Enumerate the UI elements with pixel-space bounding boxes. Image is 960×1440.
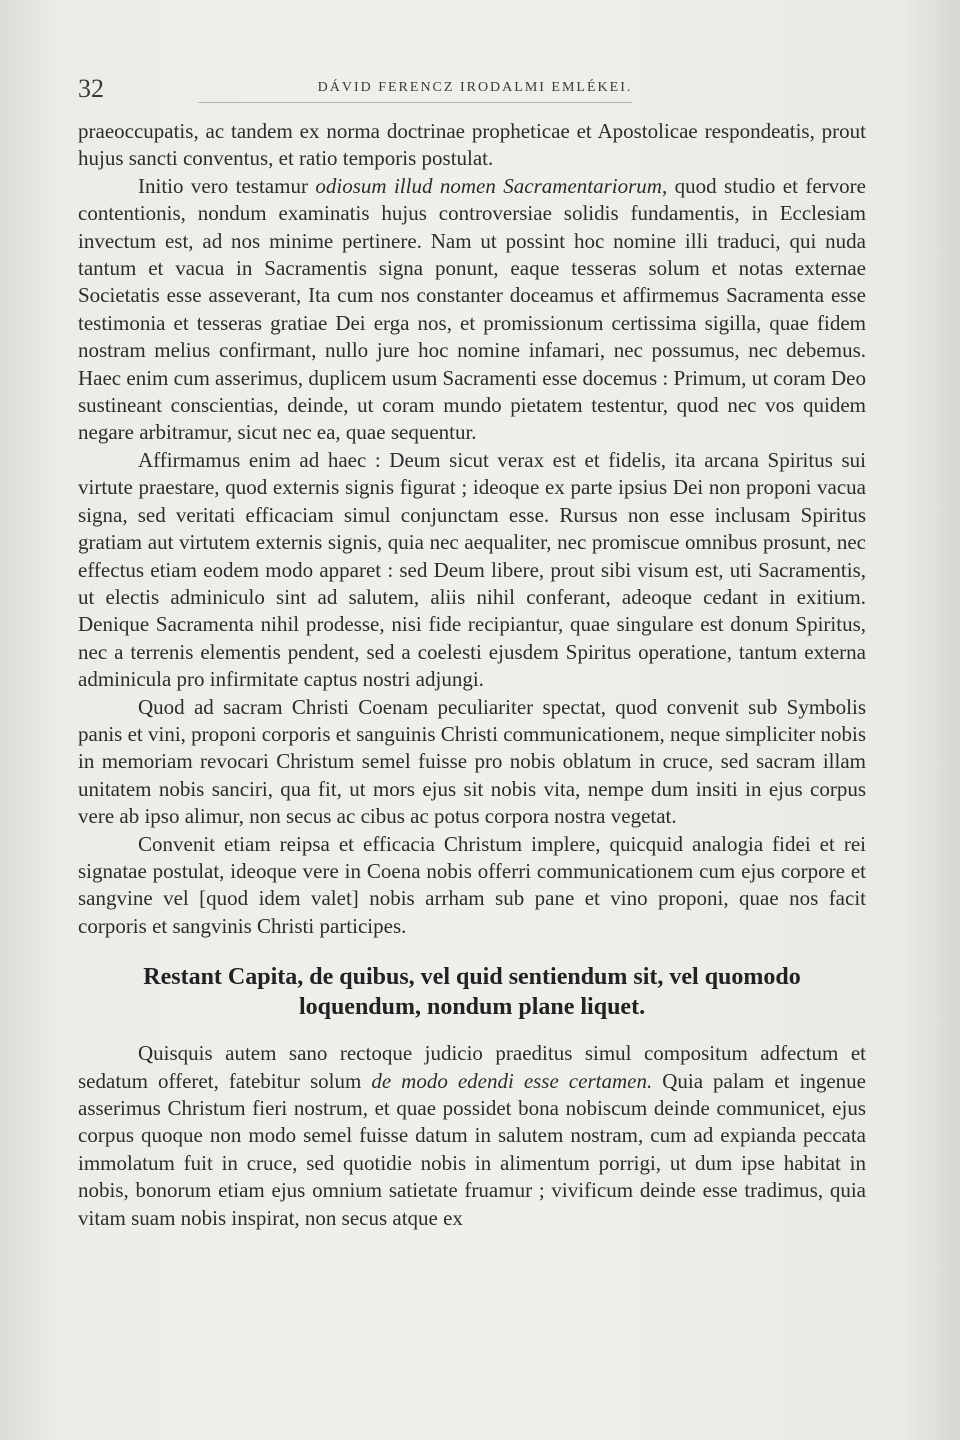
paragraph-text: Quia palam et ingenue asserimus Christum fieri nostrum, et quae possidet bona nobiscum deinde communicet, ejus corpus quoque non modo semel fuisse datum in salutem nostram, cum ad expianda peccata immolatum fuit in cruce, sed quotidie nobis in alimentum porrigi, ut dum ipse habitat in nobis, bonorum etiam ejus omnium satietate fruamur ; vivificum deinde esse tradimus, quia vitam suam nobis inspirat, non secus atque ex — [78, 1068, 866, 1230]
running-title: DÁVID FERENCZ IRODALMI EMLÉKEI. — [317, 80, 633, 95]
paragraph-2 — [78, 173, 866, 447]
header-rule — [198, 102, 632, 103]
section-heading-line-1: Restant Capita, de quibus, vel quid sentiendum sit, vel quomodo — [143, 964, 801, 991]
paragraph-4 — [78, 694, 866, 831]
italic-phrase: odiosum illud nomen Sacramentariorum, — [315, 173, 668, 198]
paragraph-text: Affirmamus enim ad haec : Deum sicut verax est et fidelis, ita arcana Spiritus sui virtute praestare, quod externis signis figurat ; ideoque ex parte ipsius Dei non proponi vacua signa, sed veritati efficaciam simul conjunctam esse. Rursus non esse inclusam Spiritus gratiam aut virtutem externis signis, quia nec aequaliter, nec promiscue omnibus prosunt, nec effectus etiam eodem modo apparet : sed Deum libere, prout sibi visum est, uti Sacramentis, ut electis adminiculo sint ad salutem, aliis nihil conferant, adeoque cedant in exitium. Denique Sacramenta nihil prodesse, nisi fide recipiantur, quae singulare est donum Spiritus, nec a terrenis elementis pendent, sed a coelesti ejusdem Spiritus operatione, tantum externa adminicula pro infirmitate captus nostri adjungi. — [78, 447, 866, 692]
section-heading-line-2: loquendum, nondum plane liquet. — [298, 994, 646, 1021]
page-header — [78, 72, 872, 102]
paragraph-text: quod studio et fervore contentionis, nondum examinatis hujus controversiae solidis fundamentis, in Ecclesiam invectum est, ad nos minime pertinere. Nam ut possint hoc nomine illi traduci, qui nuda tantum et vacua in Sacramentis signa ponunt, eaque tesseras solum et notas externae Societatis esse asseverant, Ita cum nos constanter doceamus et affirmemus Sacramenta esse testimonia et tesseras gratiae Dei erga nos, et promissionum certissima sigilla, quae fidem nostram melius confirmant, nullo jure hoc nomine infamari, nec possumus, nec debemus. Haec enim cum asserimus, duplicem usum Sacramenti esse docemus : Primum, ut coram Deo sustineant conscientias, deinde, ut coram mundo pietatem testentur, quod nec vos quidem negare arbitramur, sicut nec ea, quae sequentur. — [78, 173, 866, 445]
paragraph-5 — [78, 831, 866, 941]
paragraph-3 — [78, 447, 866, 694]
paragraph-6 — [78, 1040, 866, 1232]
paragraph-text: Quisquis autem sano rectoque judicio praeditus simul compositum adfectum et sedatum offeret, fatebitur solum — [78, 1041, 866, 1093]
paragraph-text: praeoccupatis, ac tandem ex norma doctrinae propheticae et Apostolicae respondeatis, prout hujus sancti conventus, et ratio temporis postulat. — [78, 119, 866, 171]
page-number: 32 — [78, 74, 104, 103]
paragraph-text: Initio vero testamur — [138, 173, 316, 198]
paragraph-1 — [78, 118, 866, 173]
italic-phrase: de modo edendi esse certamen. — [371, 1068, 653, 1093]
section-heading — [78, 962, 866, 1022]
paragraph-text: Convenit etiam reipsa et efficacia Christum implere, quicquid analogia fidei et rei signatae postulat, ideoque vere in Coena nobis offerri communicationem cum ejus corpore et sangvine vel [quod idem valet] nobis arrham sub pane et vino proponi, quae nos facit corporis et sangvinis Christi participes. — [78, 831, 866, 938]
paragraph-text: Quod ad sacram Christi Coenam peculiariter spectat, quod convenit sub Symbolis panis et vini, proponi corporis et sanguinis Christi communicationem, neque simpliciter nobis in memoriam revocari Christum semel fuisse pro nobis oblatum in cruce, sed sacram illam unitatem nobis sanciri, qua fit, ut mors ejus sit nobis vita, nempe dum insiti in ejus corpus vere ab ipso alimur, non secus ac cibus ac potus corpora nostra vegetat. — [78, 694, 866, 829]
page-body — [78, 118, 866, 1232]
